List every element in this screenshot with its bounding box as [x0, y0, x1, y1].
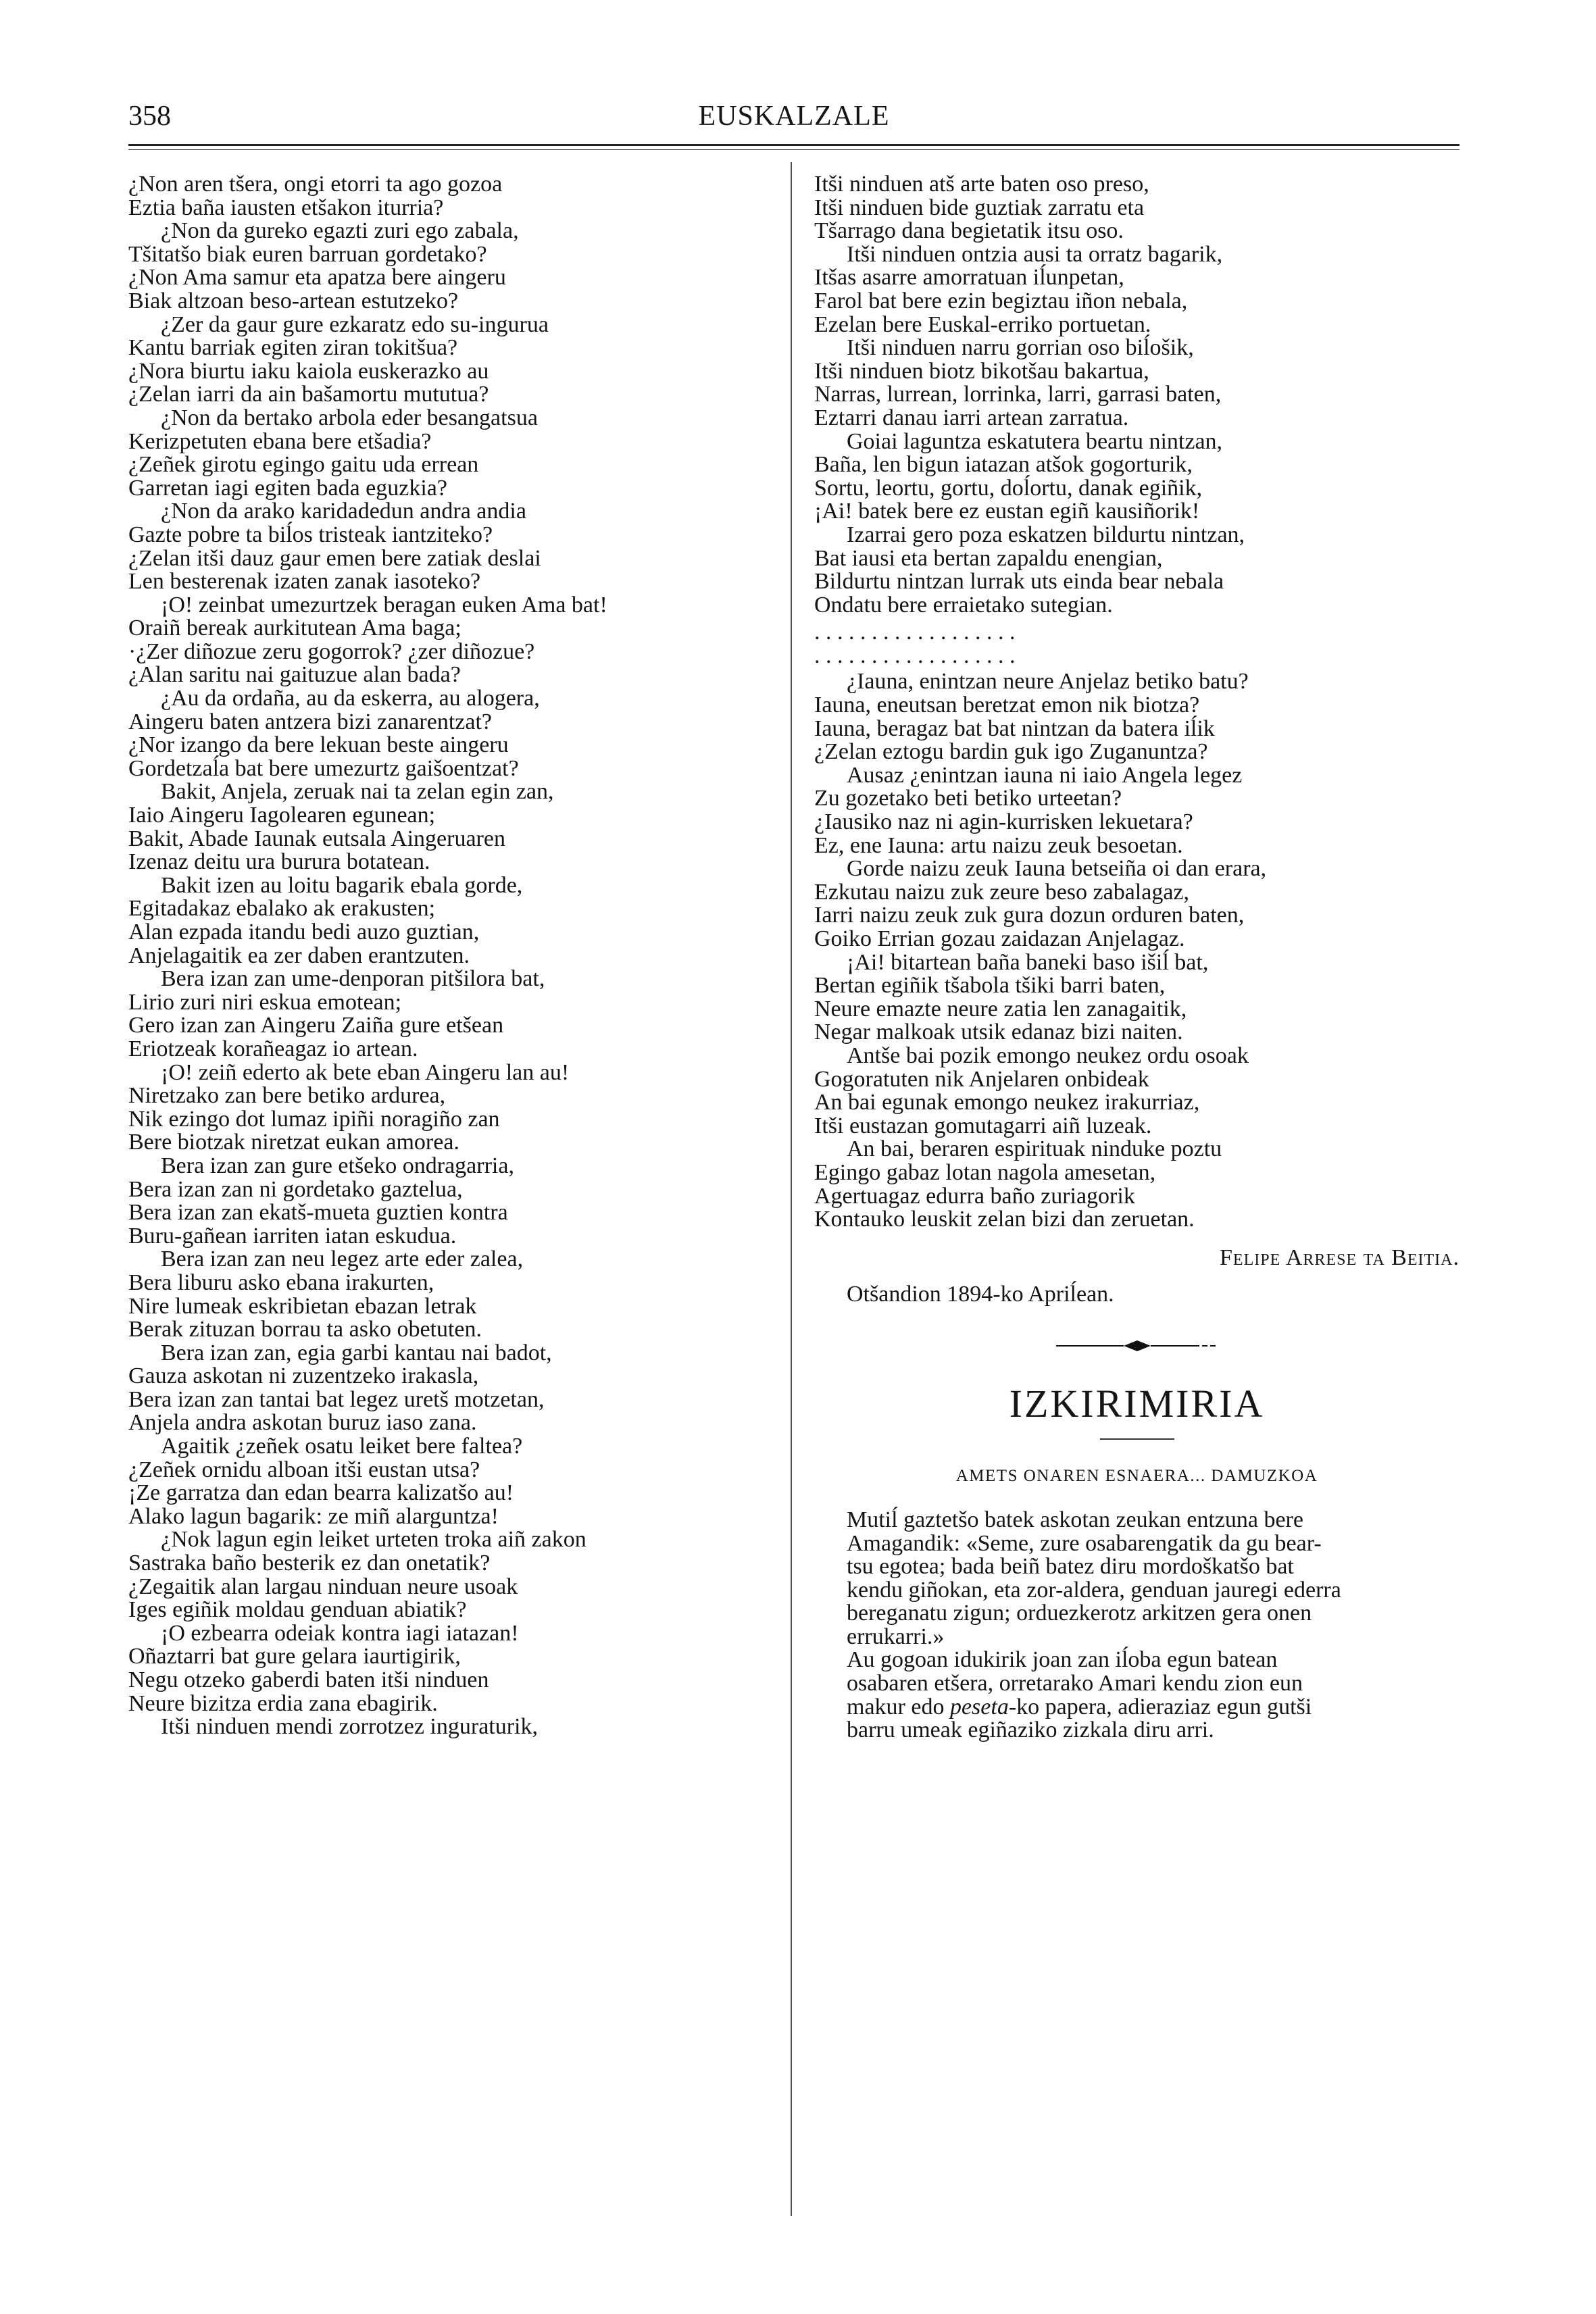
verse-line: Izenaz deitu ura burura botatean.: [128, 849, 430, 875]
verse-line: Oñaztarri bat gure gelara iaurtigirik,: [128, 1644, 461, 1669]
verse-line: Kontauko leuskit zelan bizi dan zeruetan.: [814, 1207, 1195, 1232]
verse-line: An bai, beraren espirituak ninduke poztu: [847, 1136, 1222, 1162]
verse-line: Bakit, Abade Iaunak eutsala Aingeruaren: [128, 826, 505, 851]
verse-line: Buru-gañean iarriten iatan eskudua.: [128, 1223, 457, 1249]
verse-line: Gogoratuten nik Anjelaren onbideak: [814, 1066, 1149, 1092]
verse-line: Oraiñ bereak aurkitutean Ama baga;: [128, 615, 462, 641]
verse-line: Berak zituzan borrau ta asko obetuten.: [128, 1317, 482, 1342]
right-column: [814, 173, 1460, 1742]
verse-line: Itšas asarre amorratuan iĺunpetan,: [814, 265, 1124, 291]
verse-line: Bakit, Anjela, zeruak nai ta zelan egin zan,: [161, 779, 554, 805]
poem-dateline: Otšandion 1894-ko Apriĺean.: [847, 1282, 1114, 1307]
verse-line: Eztia baña iausten etšakon iturria?: [128, 195, 444, 220]
verse-line: Bere biotzak niretzat eukan amorea.: [128, 1130, 459, 1155]
verse-line: ·¿Zer diñozue zeru gogorrok? ¿zer diñozue?: [128, 638, 535, 664]
verse-line: ¡Ze garratza dan edan bearra kalizatšo au!: [128, 1480, 514, 1506]
verse-line: Itši ninduen narru gorrian oso biĺošik,: [847, 335, 1194, 361]
verse-line: Negar malkoak utsik edanaz bizi naiten.: [814, 1020, 1183, 1045]
section-subheading: AMETS ONAREN ESNAERA... DAMUZKOA: [955, 1466, 1318, 1485]
verse-line: Itši ninduen biotz bikotšau bakartua,: [814, 358, 1149, 384]
verse-line: ¿Nok lagun egin leiket urteten troka aiñ zakon: [161, 1527, 587, 1553]
italic-word: peseta: [949, 1694, 1009, 1719]
verse-line: Bakit izen au loitu bagarik ebala gorde,: [161, 872, 523, 898]
verse-line: ¡O ezbearra odeiak kontra iagi iatazan!: [161, 1620, 519, 1646]
right-verse-block-1: [814, 173, 1460, 617]
verse-line: Iauna, beragaz bat bat nintzan da batera iĺik: [814, 715, 1215, 741]
paragraph-2-line: Au gogoan idukirik joan zan iĺoba egun batean: [847, 1647, 1278, 1673]
verse-line: ¡Ai! bitartean baña baneki baso išiĺ bat,: [847, 949, 1209, 975]
paragraph-2-line: [814, 1696, 1460, 1719]
paragraph-1-line: bereganatu zigun; orduezkerotz arkitzen gera onen: [847, 1601, 1312, 1626]
verse-line: ¡O! zeinbat umezurtzek beragan euken Ama bat!: [161, 592, 607, 618]
section-title-rule: [1100, 1438, 1174, 1440]
verse-line: Itši ninduen ontzia ausi ta orratz bagarik,: [847, 241, 1223, 267]
verse-line: ¿Non da arako karidadedun andra andia: [161, 499, 526, 524]
verse-line: Bera izan zan gure etšeko ondragarria,: [161, 1153, 514, 1178]
verse-line: Anjela andra askotan buruz iaso zana.: [128, 1410, 477, 1436]
verse-line: ¿Zelan eztogu bardin guk igo Zuganuntza?: [814, 739, 1208, 765]
verse-line: Nik ezingo dot lumaz ipiñi noragiño zan: [128, 1106, 500, 1132]
running-title: EUSKALZALE: [698, 101, 890, 132]
verse-line: Itši ninduen mendi zorrotzez inguraturik,: [161, 1714, 538, 1740]
verse-line: Ez, ene Iauna: artu naizu zeuk besoetan.: [814, 832, 1183, 858]
paragraph-2-text: makur edo: [847, 1694, 950, 1719]
verse-line: ¡Ai! batek bere ez eustan egiñ kausiñorik!: [814, 499, 1200, 524]
verse-line: Neure emazte neure zatia len zanagaitik,: [814, 996, 1187, 1022]
verse-line: Kantu barriak egiten ziran tokitšua?: [128, 335, 458, 361]
verse-line: Bertan egiñik tšabola tšiki barri baten,: [814, 973, 1166, 999]
verse-line: Bera izan zan ekatš-mueta guztien kontra: [128, 1200, 508, 1226]
verse-line: Bat iausi eta bertan zapaldu enengian,: [814, 545, 1163, 571]
verse-line: Anjelagaitik ea zer daben erantzuten.: [128, 942, 470, 968]
left-column: [128, 173, 770, 1739]
fleuron-rule-ornament-icon: [1049, 1338, 1225, 1354]
verse-line: Negu otzeko gaberdi baten itši ninduen: [128, 1667, 489, 1692]
verse-line: Iges egiñik moldau genduan abiatik?: [128, 1597, 467, 1623]
verse-line: Sortu, leortu, gortu, doĺortu, danak egiñik,: [814, 475, 1203, 501]
verse-line: Ausaz ¿enintzan iauna ni iaio Angela legez: [847, 762, 1243, 788]
verse-line: Gero izan zan Aingeru Zaiña gure etšean: [128, 1013, 504, 1038]
verse-line: Lirio zuri niri eskua emotean;: [128, 989, 402, 1015]
verse-line: ¿Nor izango da bere lekuan beste aingeru: [128, 732, 509, 758]
verse-line: Agaitik ¿zeñek osatu leiket bere faltea?: [161, 1434, 523, 1459]
verse-line: Iauna, eneutsan beretzat emon nik biotza?: [814, 693, 1200, 718]
verse-line: ¿Non da bertako arbola eder besangatsua: [161, 405, 538, 430]
verse-line: Bera izan zan ume-denporan pitšilora bat,: [161, 966, 545, 992]
verse-line: Kerizpetuten ebana bere etšadia?: [128, 428, 432, 454]
verse-line: Biak altzoan beso-artean estutzeko?: [128, 288, 459, 313]
verse-line: Baña, len bigun iatazan atšok gogorturik,: [814, 452, 1193, 478]
verse-line: Agertuagaz edurra baño zuriagorik: [814, 1183, 1135, 1209]
verse-line: Iaio Aingeru Iagolearen egunean;: [128, 803, 436, 828]
verse-line: Izarrai gero poza eskatzen bildurtu nintzan,: [847, 522, 1245, 547]
paragraph-1-line: tsu egotea; bada beiñ batez diru mordoškatšo bat: [847, 1554, 1294, 1580]
paragraph-1-line: Mutiĺ gaztetšo batek askotan zeukan entzuna bere: [847, 1507, 1303, 1532]
paragraph-1-line: errukarri.»: [847, 1624, 945, 1649]
verse-line: Sastraka baño besterik ez dan onetatik?: [128, 1551, 491, 1576]
verse-line: ¿Au da ordaña, au da eskerra, au alogera,: [161, 686, 540, 711]
verse-line: Alako lagun bagarik: ze miñ alarguntza!: [128, 1503, 499, 1529]
verse-line: Itši eustazan gomutagarri aiñ luzeak.: [814, 1113, 1152, 1138]
paragraph-2-line: barru umeak egiñaziko zizkala diru arri.: [847, 1717, 1214, 1743]
verse-line: ¿Zelan iarri da ain bašamortu mututua?: [128, 382, 489, 407]
verse-line: Ondatu bere erraietako sutegian.: [814, 592, 1113, 618]
header-rule-thick: [128, 144, 1460, 146]
verse-line: Eriotzeak korañeagaz io artean.: [128, 1036, 418, 1061]
verse-line: Bera liburu asko ebana irakurten,: [128, 1269, 434, 1295]
verse-line: Gazte pobre ta biĺos tristeak iantziteko?: [128, 522, 493, 547]
verse-line: Tšitatšo biak euren barruan gordetako?: [128, 241, 487, 267]
verse-line: Len besterenak izaten zanak iasoteko?: [128, 569, 481, 595]
verse-line: ¿Iausiko naz ni agin-kurrisken lekuetara?: [814, 809, 1193, 835]
verse-line: Tšarrago dana begietatik itsu oso.: [814, 218, 1124, 244]
header-rule-thin: [128, 149, 1460, 150]
verse-line: ¡O! zeiñ ederto ak bete eban Aingeru lan au!: [161, 1059, 570, 1085]
paragraph-1-line: Amagandik: «Seme, zure osabarengatik da gu bear-: [847, 1530, 1322, 1556]
verse-line: ¿Nora biurtu iaku kaiola euskerazko au: [128, 358, 489, 384]
verse-line: ¿Alan saritu nai gaituzue alan bada?: [128, 662, 461, 688]
paragraph-2-line: osabaren etšera, orretarako Amari kendu zion eun: [847, 1671, 1303, 1696]
paragraph-1: [814, 1509, 1460, 1649]
paragraph-2: [814, 1649, 1460, 1742]
verse-line: ¿Non da gureko egazti zuri ego zabala,: [161, 218, 519, 244]
verse-line: Farol bat bere ezin begiztau iñon nebala,: [814, 288, 1188, 313]
verse-line: ¿Non aren tšera, ongi etorri ta ago gozoa: [128, 172, 503, 197]
verse-line: Zu gozetako beti betiko urteetan?: [814, 786, 1122, 811]
section-title: IZKIRIMIRIA: [1009, 1381, 1265, 1426]
verse-line: Bildurtu nintzan lurrak uts einda bear nebala: [814, 569, 1224, 595]
prose-block: [814, 1509, 1460, 1742]
verse-line: Goiai laguntza eskatutera beartu nintzan,: [847, 428, 1223, 454]
verse-line: ¿Zeñek girotu egingo gaitu uda errean: [128, 452, 479, 478]
verse-line: ¿Zelan itši dauz gaur emen bere zatiak deslai: [128, 545, 541, 571]
left-verse-block: [128, 173, 770, 1739]
column-divider: [791, 162, 792, 2216]
right-verse-block-2: [814, 670, 1460, 1231]
verse-line: Goiko Errian gozau zaidazan Anjelagaz.: [814, 926, 1185, 951]
ellipsis-row: . . . . . . . . . . . . . . . . . .: [814, 620, 1016, 645]
verse-line: Gorde naizu zeuk Iauna betseiña oi dan erara,: [847, 856, 1267, 882]
verse-line: Itši ninduen bide guztiak zarratu eta: [814, 195, 1145, 220]
poem-signature: Felipe Arrese ta Beitia.: [1220, 1244, 1460, 1270]
verse-line: Niretzako zan bere betiko ardurea,: [128, 1083, 446, 1109]
verse-line: Nire lumeak eskribietan ebazan letrak: [128, 1293, 477, 1319]
verse-line: Aingeru baten antzera bizi zanarentzat?: [128, 709, 493, 734]
verse-line: Iarri naizu zeuk zuk gura dozun orduren baten,: [814, 903, 1245, 928]
verse-line: Eztarri danau iarri artean zarratua.: [814, 405, 1129, 430]
verse-line: Bera izan zan ni gordetako gaztelua,: [128, 1176, 463, 1202]
verse-line: Garretan iagi egiten bada eguzkia?: [128, 475, 447, 501]
verse-line: Bera izan zan tantai bat legez uretš motzetan,: [128, 1386, 545, 1412]
verse-line: Gauza askotan ni zuzentzeko irakasla,: [128, 1363, 479, 1389]
verse-line: Ezkutau naizu zuk zeure beso zabalagaz,: [814, 879, 1190, 905]
verse-line: Antše bai pozik emongo neukez ordu osoak: [847, 1042, 1249, 1068]
verse-line: Alan ezpada itandu bedi auzo guztian,: [128, 920, 480, 945]
page-number: 358: [128, 101, 171, 132]
verse-line: Egitadakaz ebalako ak erakusten;: [128, 896, 436, 922]
ellipsis-rows: [814, 621, 1460, 668]
verse-line: Bera izan zan, egia garbi kantau nai badot,: [161, 1340, 552, 1365]
verse-line: Itši ninduen atš arte baten oso preso,: [814, 172, 1149, 197]
paragraph-2-text: -ko papera, adieraziaz egun gutši: [1008, 1694, 1312, 1719]
verse-line: Narras, lurrean, lorrinka, larri, garrasi baten,: [814, 382, 1222, 407]
verse-line: ¿Zegaitik alan largau ninduan neure usoak: [128, 1574, 518, 1599]
verse-line: Gordetzaĺa bat bere umezurtz gaišoentzat?: [128, 755, 519, 781]
page-header: [128, 95, 1460, 142]
ellipsis-row: . . . . . . . . . . . . . . . . . .: [814, 643, 1016, 668]
verse-line: ¿Iauna, enintzan neure Anjelaz betiko batu?: [847, 669, 1249, 695]
paragraph-1-line: kendu giñokan, eta zor-aldera, genduan jauregi ederra: [847, 1577, 1341, 1603]
verse-line: Ezelan bere Euskal-erriko portuetan.: [814, 311, 1151, 337]
verse-line: Egingo gabaz lotan nagola amesetan,: [814, 1159, 1156, 1185]
verse-line: Bera izan zan neu legez arte eder zalea,: [161, 1247, 524, 1272]
verse-line: ¿Zer da gaur gure ezkaratz edo su-ingurua: [161, 311, 549, 337]
verse-line: An bai egunak emongo neukez irakurriaz,: [814, 1090, 1200, 1115]
verse-line: Neure bizitza erdia zana ebagirik.: [128, 1690, 438, 1716]
verse-line: ¿Zeñek ornidu alboan itši eustan utsa?: [128, 1457, 480, 1482]
verse-line: ¿Non Ama samur eta apatza bere aingeru: [128, 265, 506, 291]
